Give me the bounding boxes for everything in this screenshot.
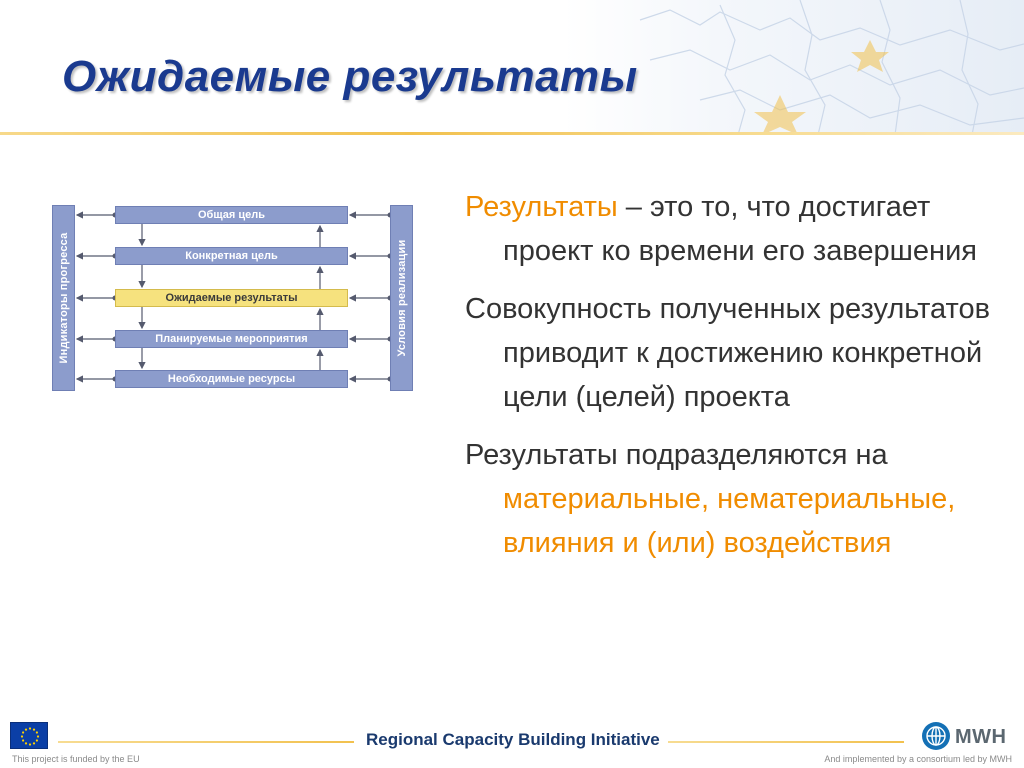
box-specific-goal: Конкретная цель [115,247,348,265]
page-title: Ожидаемые результаты [62,52,638,101]
implementation-conditions-label: Условия реализации [395,239,408,357]
paragraph-results-types [465,433,1005,565]
results-types-lead: Результаты подразделяются на [465,439,888,471]
progress-indicators-label: Индикаторы прогресса [57,232,70,364]
implementation-conditions-bar [390,205,413,391]
logframe-diagram [52,205,414,391]
slide-footer [0,718,1024,768]
mwh-logo-text: MWH [955,726,1007,748]
slide-header [0,0,1024,135]
footer-divider-right [668,741,904,743]
progress-indicators-bar [52,205,75,391]
paragraph-results-aggregate: Совокупность полученных результатов приводит к достижению конкретной цели (целей) проекта [465,293,991,413]
box-required-resources: Необходимые ресурсы [115,370,348,388]
header-divider [0,132,1024,135]
results-keyword: Результаты [465,191,618,223]
eu-flag-icon [10,722,48,749]
mwh-logo [922,722,1014,752]
box-planned-activities: Планируемые мероприятия [115,330,348,348]
results-types-list: материальные, нематериальные, влияния и (или) воздействия [503,483,956,559]
footer-divider-left [58,741,354,743]
implementation-note: And implemented by a consortium led by MWH [824,754,1012,764]
results-definition-text: – это то, что достигает проект ко времени его завершения [503,191,977,267]
funding-note: This project is funded by the EU [12,754,140,764]
body-text [465,185,1005,579]
globe-icon [922,722,950,750]
box-overall-goal: Общая цель [115,206,348,224]
paragraph-results-definition [465,185,1005,273]
initiative-title: Regional Capacity Building Initiative [366,730,660,749]
box-expected-results: Ожидаемые результаты [115,289,348,307]
